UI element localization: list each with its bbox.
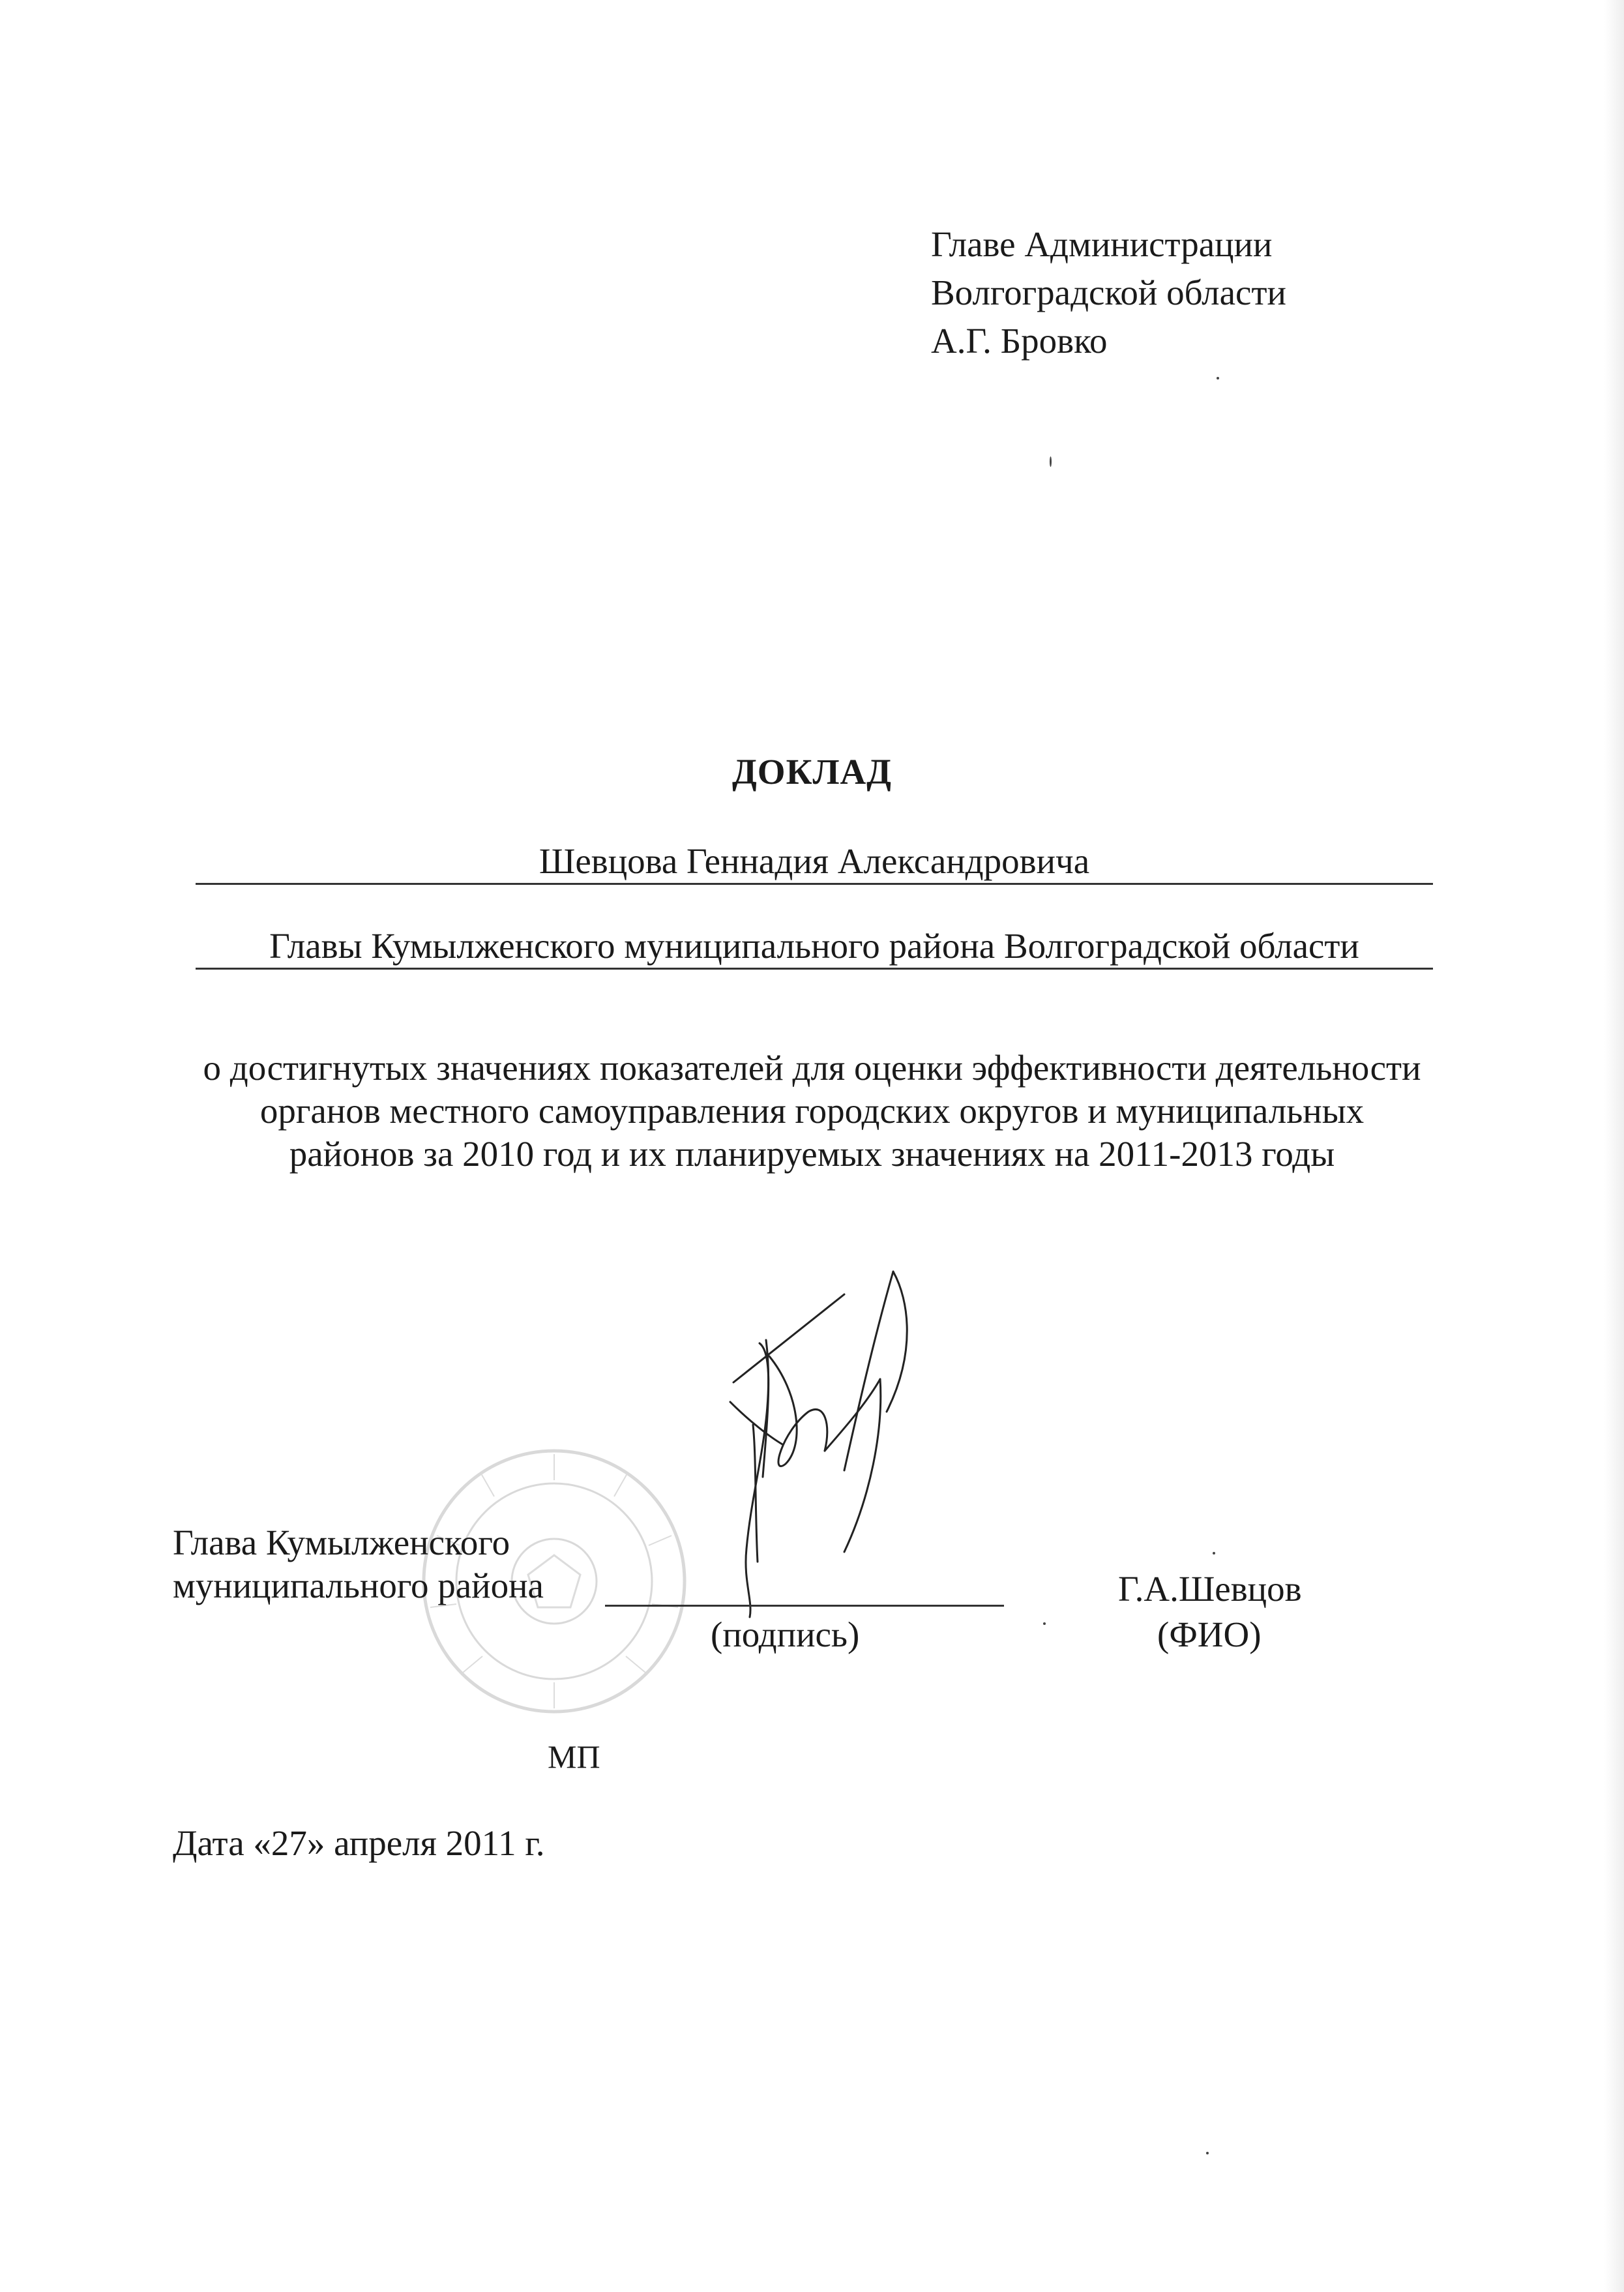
- document-date: Дата «27» апреля 2011 г.: [173, 1823, 545, 1863]
- signatory-name: Г.А.Шевцов: [1118, 1569, 1302, 1609]
- subject-line-2: органов местного самоуправления городских округов и муниципальных: [259, 1091, 1365, 1131]
- signature-line: [605, 1605, 1004, 1607]
- stamp-place-label: МП: [548, 1738, 600, 1775]
- scan-speck: [1213, 1552, 1215, 1555]
- scan-speck: [1217, 377, 1219, 380]
- reporter-name: Шевцова Геннадия Александровича: [196, 840, 1433, 885]
- name-caption: (ФИО): [1157, 1615, 1262, 1654]
- addressee-block: [931, 220, 1286, 365]
- addressee-line-3: А.Г. Бровко: [931, 321, 1108, 361]
- report-subject: [0, 1047, 1624, 1176]
- signatory-label-line-2: муниципального района: [173, 1566, 544, 1605]
- subject-line-3: районов за 2010 год и их планируемых значениях на 2011-2013 годы: [289, 1134, 1335, 1174]
- scan-speck: [1043, 1622, 1046, 1625]
- signatory-label: [173, 1521, 544, 1607]
- signature-caption: (подпись): [711, 1615, 860, 1654]
- document-title: ДОКЛАД: [731, 752, 893, 792]
- reporter-position: Главы Кумылженского муниципального района Волгоградской области: [196, 925, 1433, 970]
- signatory-label-line-1: Глава Кумылженского: [173, 1523, 510, 1562]
- handwritten-signature-icon: [691, 1262, 978, 1627]
- addressee-line-1: Главе Администрации: [931, 224, 1273, 264]
- scan-speck: [1050, 456, 1052, 467]
- subject-line-1: о достигнутых значениях показателей для оценки эффективности деятельности: [203, 1048, 1421, 1088]
- addressee-line-2: Волгоградской области: [931, 273, 1286, 312]
- scan-speck: [1206, 2152, 1209, 2154]
